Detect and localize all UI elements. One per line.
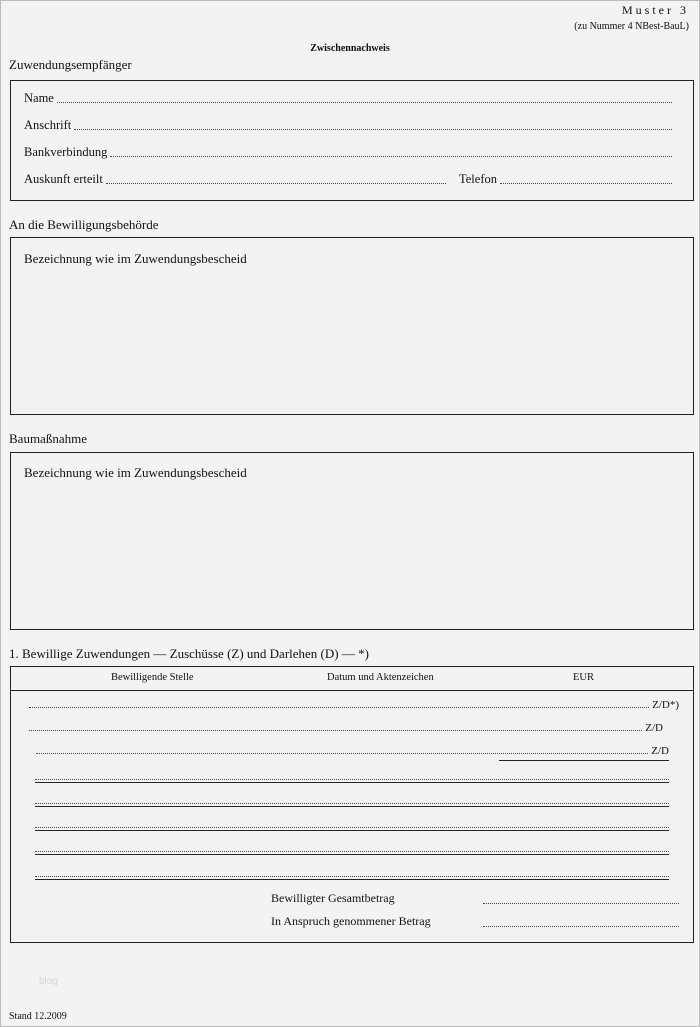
- project-hint: Bezeichnung wie im Zuwendungsbescheid: [24, 465, 247, 480]
- address-field[interactable]: [24, 118, 675, 133]
- revision-date: Stand 12.2009: [9, 1011, 67, 1022]
- address-label: Anschrift: [24, 118, 72, 132]
- grants-table: [10, 666, 694, 943]
- total-granted-label: Bewilligter Gesamtbetrag: [271, 891, 395, 905]
- column-header: Datum und Aktenzeichen: [327, 672, 434, 683]
- grant-row[interactable]: [33, 745, 669, 757]
- name-label: Name: [24, 91, 54, 105]
- phone-label: Telefon: [459, 172, 497, 186]
- grants-table-header: [11, 667, 693, 691]
- bank-label: Bankverbindung: [24, 145, 108, 159]
- grant-line[interactable]: [35, 803, 669, 804]
- grant-row[interactable]: [26, 722, 663, 734]
- total-used-label: In Anspruch genommener Betrag: [271, 914, 431, 928]
- authority-box[interactable]: [10, 237, 694, 415]
- watermark: blog: [39, 976, 58, 987]
- project-section-label: Baumaßnahme: [9, 431, 87, 446]
- grant-type: Z/D: [651, 745, 669, 757]
- project-box[interactable]: [10, 452, 694, 630]
- grant-type: Z/D: [645, 722, 663, 734]
- grant-row[interactable]: [26, 699, 679, 711]
- grant-line[interactable]: [35, 876, 669, 877]
- form-number: Muster 3: [622, 3, 689, 17]
- contact-field[interactable]: [24, 172, 449, 187]
- contact-label: Auskunft erteilt: [24, 172, 103, 186]
- grant-line[interactable]: [35, 779, 669, 780]
- grant-line[interactable]: [35, 851, 669, 852]
- form-reference: (zu Nummer 4 NBest-BauL): [574, 21, 689, 32]
- subtotal-line: [499, 760, 669, 761]
- page-title: Zwischennachweis: [310, 43, 390, 54]
- phone-field[interactable]: [459, 172, 675, 187]
- grants-section-label: 1. Bewillige Zuwendungen — Zuschüsse (Z) und Darlehen (D) — *): [9, 646, 369, 661]
- recipient-box: [10, 80, 694, 201]
- column-header: EUR: [573, 672, 594, 683]
- name-field[interactable]: [24, 91, 675, 106]
- recipient-section-label: Zuwendungsempfänger: [9, 57, 132, 72]
- authority-hint: Bezeichnung wie im Zuwendungsbescheid: [24, 251, 247, 266]
- total-used-field[interactable]: [483, 926, 679, 927]
- bank-field[interactable]: [24, 145, 675, 160]
- grant-type: Z/D*): [652, 699, 679, 711]
- grant-line[interactable]: [35, 827, 669, 828]
- column-header: Bewilligende Stelle: [111, 672, 194, 683]
- authority-section-label: An die Bewilligungsbehörde: [9, 217, 159, 232]
- total-granted-field[interactable]: [483, 903, 679, 904]
